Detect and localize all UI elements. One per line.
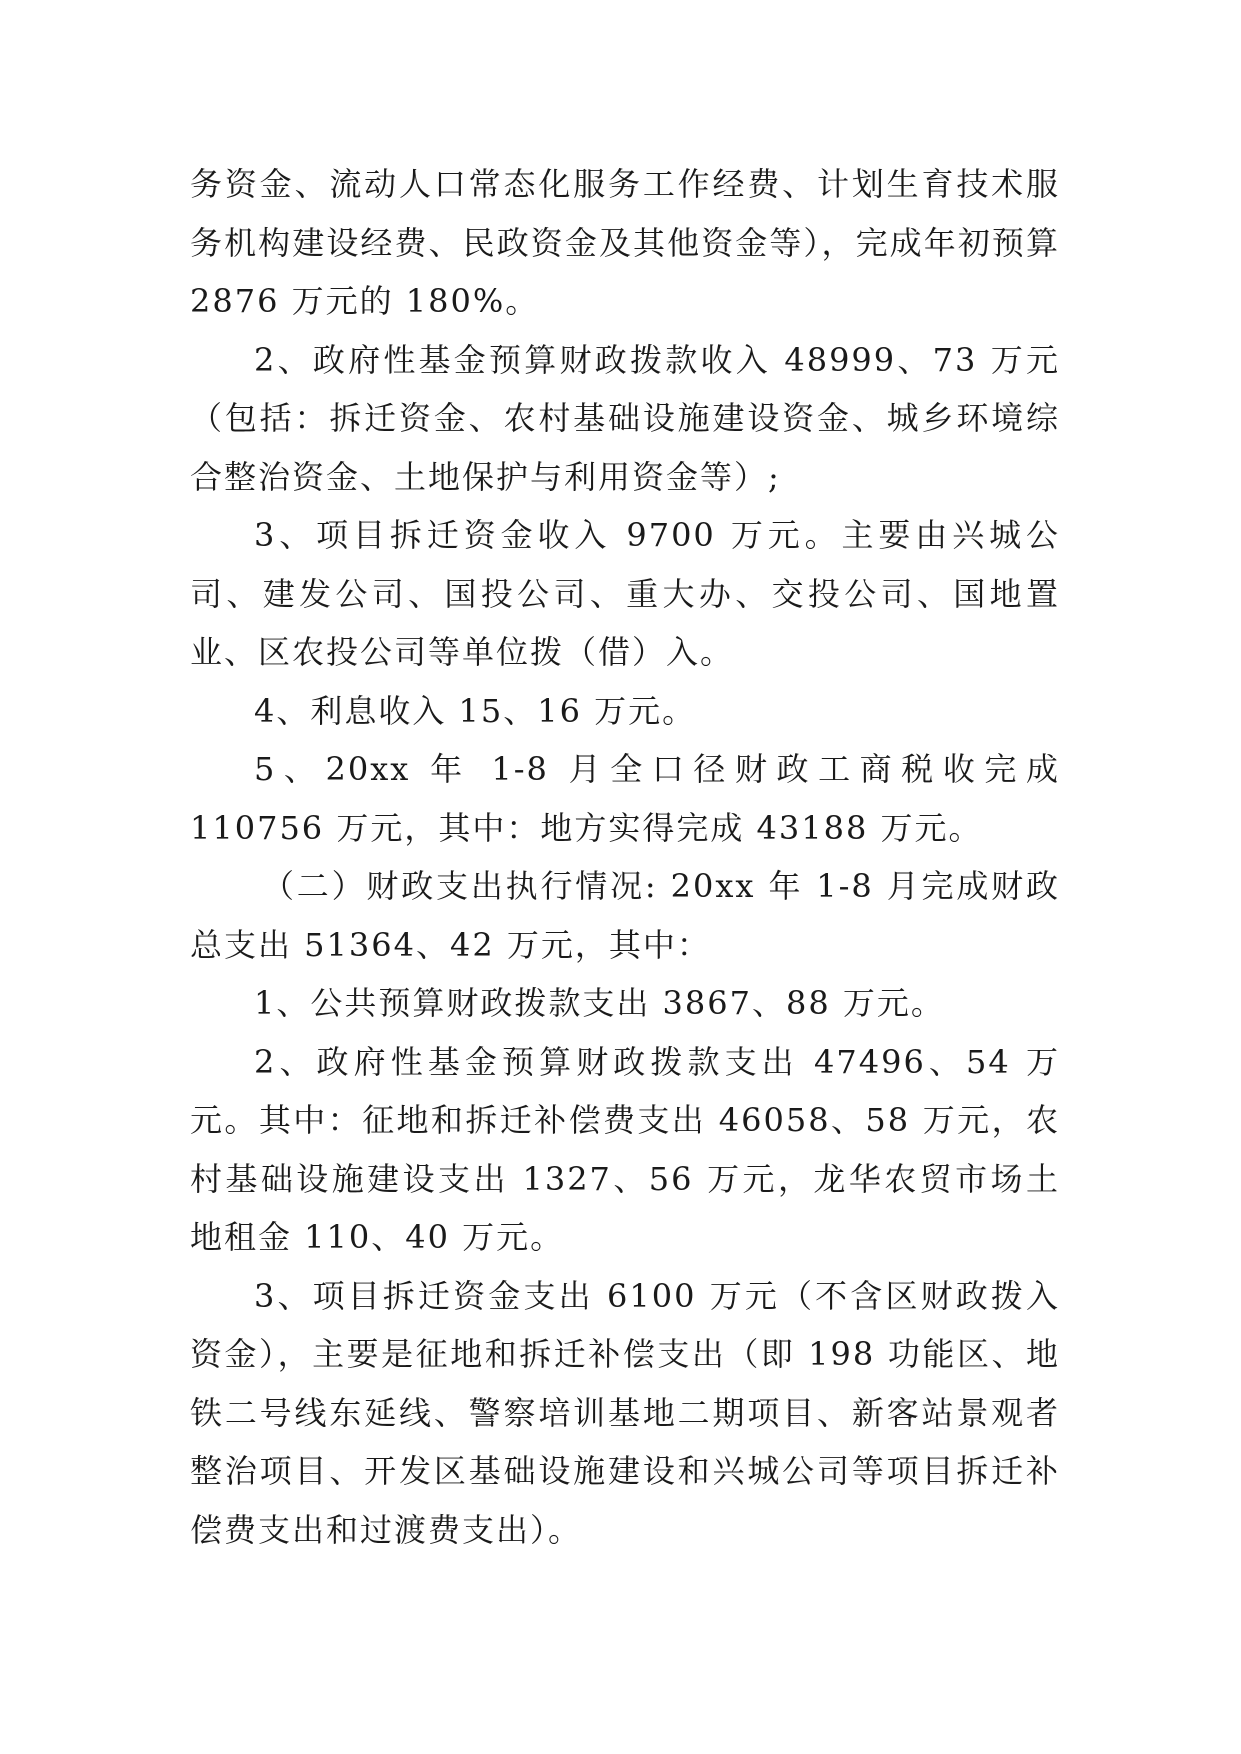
paragraph-public-budget-expenditure: 1、公共预算财政拨款支出 3867、88 万元。: [254, 984, 945, 1022]
paragraph-government-fund-expenditure: 2、政府性基金预算财政拨款支出 47496、54 万元。其中：征地和拆迁补偿费支出 46058、58 万元，农村基础设施建设支出 1327、56 万元，龙华农贸市场土地租金 110、40 万元。: [190, 1042, 1060, 1256]
paragraph-interest-income: 4、利息收入 15、16 万元。: [254, 691, 697, 730]
paragraph-tax-revenue: 5、20xx 年 1-8 月全口径财政工商税收完成 110756 万元，其中：地方实得完成 43188 万元。: [190, 750, 1060, 847]
paragraph-project-demolition-income: 3、项目拆迁资金收入 9700 万元。主要由兴城公司、建发公司、国投公司、重大办、交投公司、国地置业、区农投公司等单位拨（借）入。: [190, 516, 1060, 671]
paragraph-expenditure-heading: （二）财政支出执行情况: 20xx 年 1-8 月完成财政总支出 51364、42 万元，其中：: [190, 867, 1060, 964]
paragraph-government-fund-income: 2、政府性基金预算财政拨款收入 48999、73 万元（包括：拆迁资金、农村基础设施建设资金、城乡环境综合整治资金、土地保护与利用资金等）;: [190, 340, 1060, 496]
document-body: [190, 155, 1060, 1559]
paragraph-continuation: 务资金、流动人口常态化服务工作经费、计划生育技术服务机构建设经费、民政资金及其他资金等），完成年初预算 2876 万元的 180%。: [190, 165, 1060, 320]
paragraph-project-demolition-expenditure: 3、项目拆迁资金支出 6100 万元（不含区财政拨入资金），主要是征地和拆迁补偿支出（即 198 功能区、地铁二号线东延线、警察培训基地二期项目、新客站景观者整治项目、开发区基础设施建设和兴城公司等项目拆迁补偿费支出和过渡费支出）。: [190, 1276, 1060, 1549]
